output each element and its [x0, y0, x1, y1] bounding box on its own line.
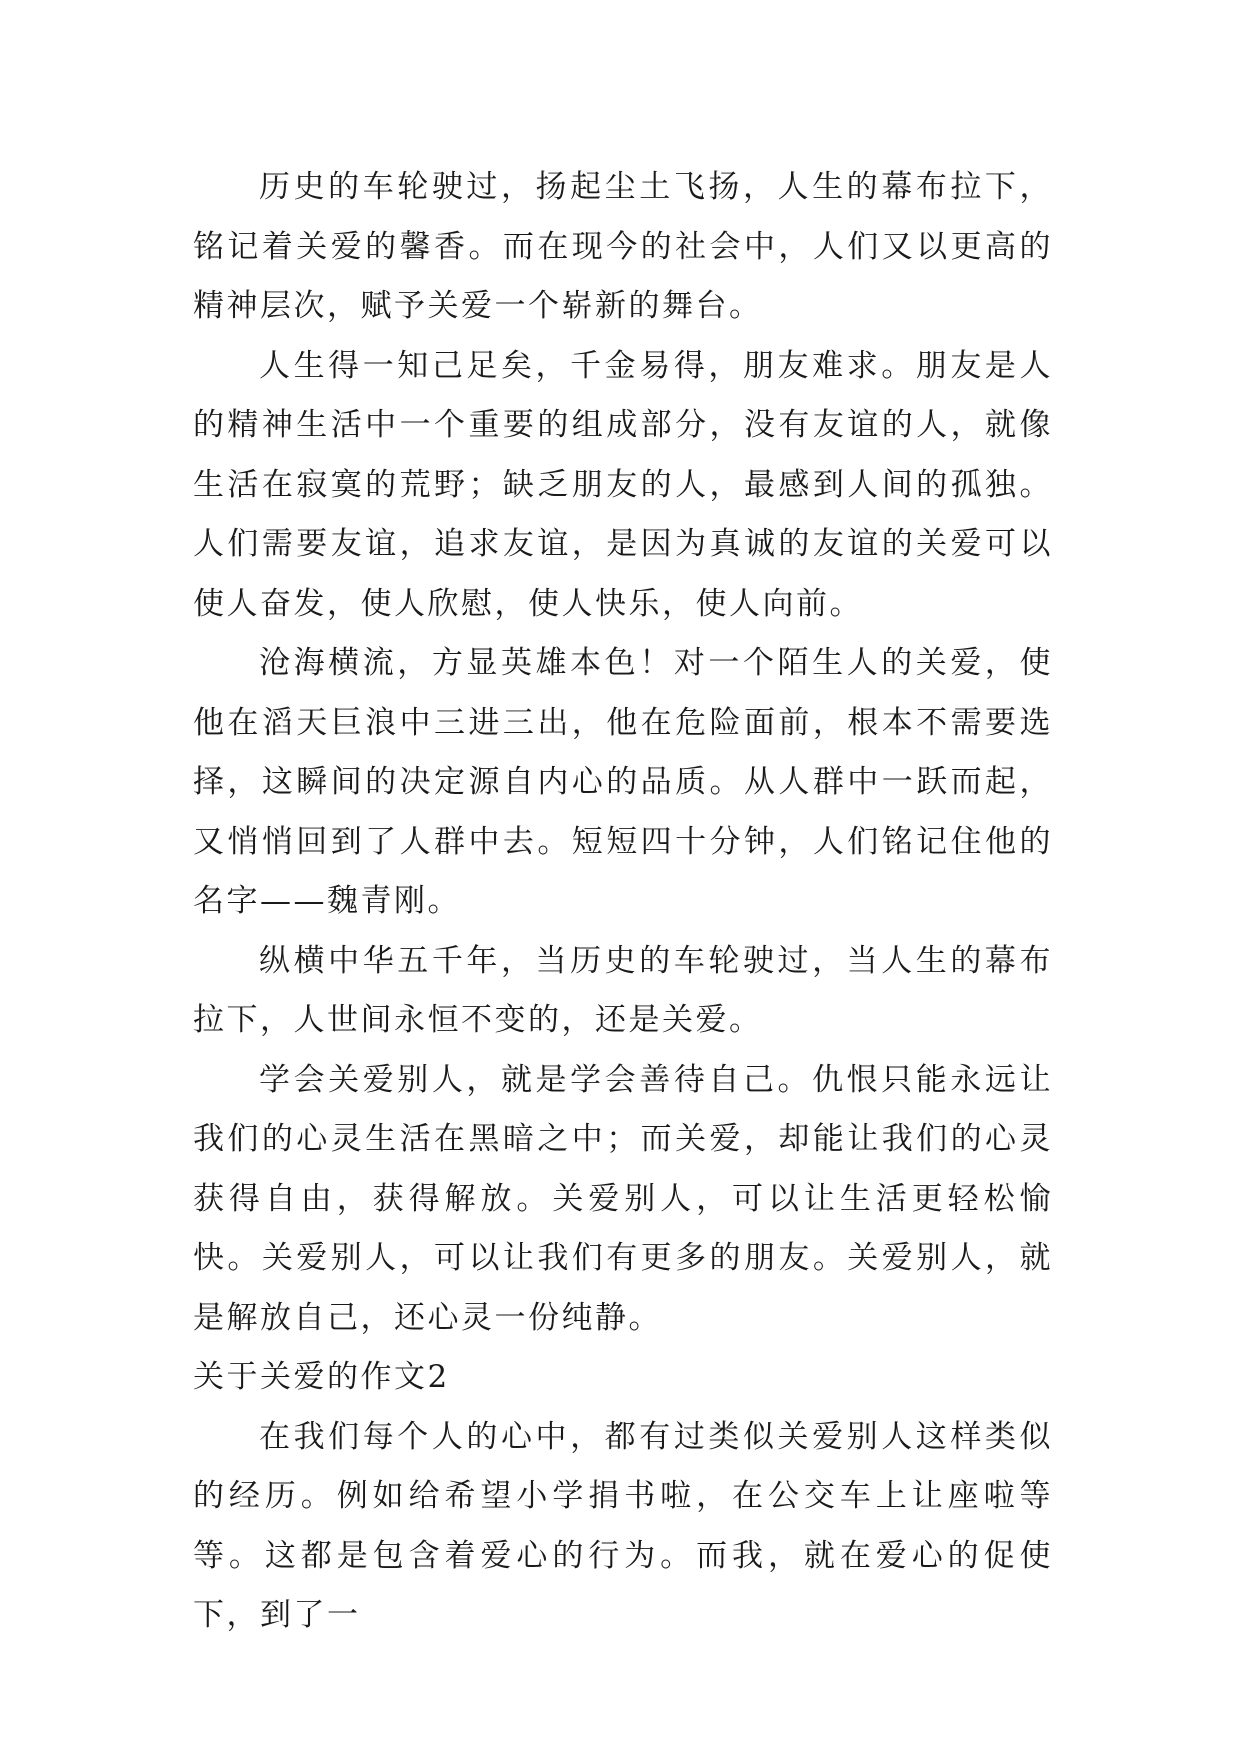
paragraph-6: 在我们每个人的心中，都有过类似关爱别人这样类似的经历。例如给希望小学捐书啦，在公交车上让座啦等等。这都是包含着爱心的行为。而我，就在爱心的促使下，到了一 — [193, 1418, 1053, 1633]
paragraph-4: 纵横中华五千年，当历史的车轮驶过，当人生的幕布拉下，人世间永恒不变的，还是关爱。 — [193, 942, 1053, 1038]
paragraph-3: 沧海横流，方显英雄本色！对一个陌生人的关爱，使他在滔天巨浪中三进三出，他在危险面前，根本不需要选择，这瞬间的决定源自内心的品质。从人群中一跃而起，又悄悄回到了人群中去。短短四十分钟，人们铭记住他的名字——魏青刚。 — [193, 645, 1053, 919]
paragraph-1: 历史的车轮驶过，扬起尘土飞扬，人生的幕布拉下，铭记着关爱的馨香。而在现今的社会中，人们又以更高的精神层次，赋予关爱一个崭新的舞台。 — [193, 169, 1053, 324]
paragraph-5: 学会关爱别人，就是学会善待自己。仇恨只能永远让我们的心灵生活在黑暗之中；而关爱，却能让我们的心灵获得自由，获得解放。关爱别人，可以让生活更轻松愉快。关爱别人，可以让我们有更多的朋友。关爱别人，就是解放自己，还心灵一份纯静。 — [193, 1061, 1053, 1336]
document-body — [193, 158, 1053, 1646]
paragraph-2: 人生得一知己足矣，千金易得，朋友难求。朋友是人的精神生活中一个重要的组成部分，没有友谊的人，就像生活在寂寞的荒野；缺乏朋友的人，最感到人间的孤独。人们需要友谊，追求友谊，是因为真诚的友谊的关爱可以使人奋发，使人欣慰，使人快乐，使人向前。 — [193, 347, 1053, 622]
section-heading: 关于关爱的作文2 — [193, 1359, 450, 1395]
